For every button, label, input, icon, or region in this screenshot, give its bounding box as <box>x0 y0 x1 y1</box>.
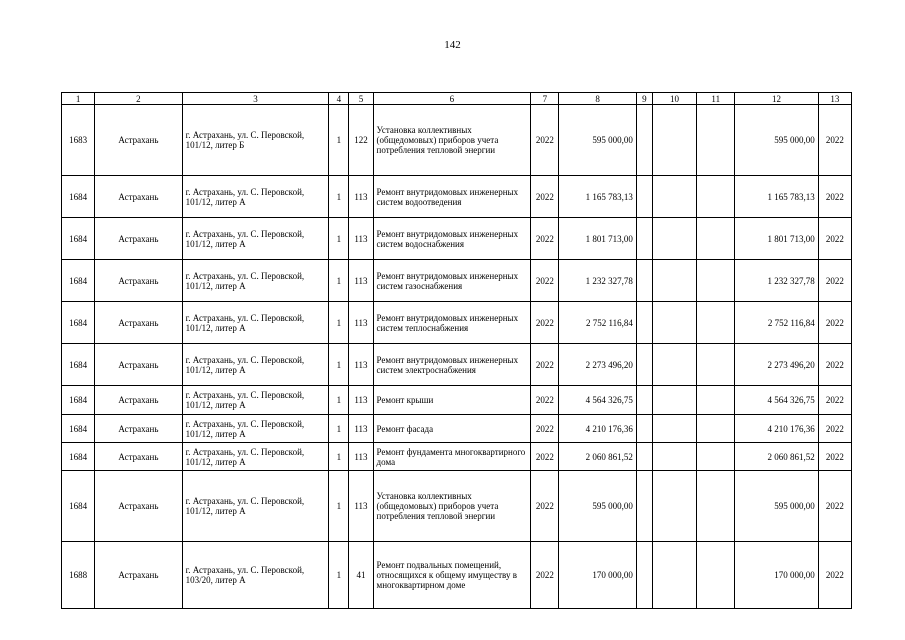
column-number: 4 <box>329 93 349 105</box>
row-number-cell: 1684 <box>62 386 95 415</box>
row-number-cell: 1684 <box>62 218 95 260</box>
work-type-cell: Ремонт фундамента многоквартирного дома <box>373 443 531 471</box>
cost-total-cell: 1 801 713,00 <box>559 218 636 260</box>
funds-local-cell <box>697 443 735 471</box>
funds-regional-cell <box>652 302 696 344</box>
plan-year-start-cell: 2022 <box>531 105 559 176</box>
plan-year-end-cell: 2022 <box>818 344 851 386</box>
building-type-code-cell: 113 <box>349 218 373 260</box>
column-number: 11 <box>697 93 735 105</box>
table-row <box>62 443 852 471</box>
funds-federal-cell <box>636 302 652 344</box>
municipality-cell: Астрахань <box>95 386 182 415</box>
column-number: 10 <box>652 93 696 105</box>
table-row <box>62 105 852 176</box>
plan-year-end-cell: 2022 <box>818 176 851 218</box>
column-number: 12 <box>735 93 818 105</box>
address-cell: г. Астрахань, ул. С. Перовской, 101/12, литер А <box>182 471 329 542</box>
funds-federal-cell <box>636 260 652 302</box>
funds-local-cell <box>697 105 735 176</box>
column-number: 5 <box>349 93 373 105</box>
building-type-code-cell: 41 <box>349 542 373 609</box>
work-type-cell: Ремонт внутридомовых инженерных систем водоотведения <box>373 176 531 218</box>
funds-federal-cell <box>636 471 652 542</box>
column-number: 7 <box>531 93 559 105</box>
building-type-code-cell: 113 <box>349 302 373 344</box>
cost-total-cell: 595 000,00 <box>559 105 636 176</box>
column-number: 9 <box>636 93 652 105</box>
funds-local-cell <box>697 471 735 542</box>
plan-year-start-cell: 2022 <box>531 176 559 218</box>
funds-local-cell <box>697 302 735 344</box>
plan-year-end-cell: 2022 <box>818 542 851 609</box>
funds-owners-cell: 2 752 116,84 <box>735 302 818 344</box>
priority-cell: 1 <box>329 443 349 471</box>
priority-cell: 1 <box>329 415 349 443</box>
row-number-cell: 1684 <box>62 471 95 542</box>
funds-regional-cell <box>652 260 696 302</box>
address-cell: г. Астрахань, ул. С. Перовской, 101/12, литер А <box>182 302 329 344</box>
plan-year-end-cell: 2022 <box>818 415 851 443</box>
plan-year-end-cell: 2022 <box>818 105 851 176</box>
row-number-cell: 1684 <box>62 443 95 471</box>
table-row <box>62 176 852 218</box>
priority-cell: 1 <box>329 218 349 260</box>
funds-owners-cell: 170 000,00 <box>735 542 818 609</box>
table-row <box>62 415 852 443</box>
work-type-cell: Ремонт фасада <box>373 415 531 443</box>
column-number: 6 <box>373 93 531 105</box>
funds-regional-cell <box>652 218 696 260</box>
plan-year-end-cell: 2022 <box>818 471 851 542</box>
municipality-cell: Астрахань <box>95 415 182 443</box>
plan-year-start-cell: 2022 <box>531 471 559 542</box>
funds-local-cell <box>697 415 735 443</box>
table-row <box>62 302 852 344</box>
plan-year-end-cell: 2022 <box>818 260 851 302</box>
funds-regional-cell <box>652 176 696 218</box>
cost-total-cell: 170 000,00 <box>559 542 636 609</box>
funds-federal-cell <box>636 443 652 471</box>
cost-total-cell: 2 060 861,52 <box>559 443 636 471</box>
priority-cell: 1 <box>329 302 349 344</box>
address-cell: г. Астрахань, ул. С. Перовской, 101/12, литер А <box>182 260 329 302</box>
funds-owners-cell: 4 210 176,36 <box>735 415 818 443</box>
municipality-cell: Астрахань <box>95 542 182 609</box>
work-type-cell: Ремонт внутридомовых инженерных систем теплоснабжения <box>373 302 531 344</box>
plan-year-start-cell: 2022 <box>531 443 559 471</box>
funds-federal-cell <box>636 542 652 609</box>
funds-local-cell <box>697 218 735 260</box>
funds-federal-cell <box>636 176 652 218</box>
funds-federal-cell <box>636 344 652 386</box>
building-type-code-cell: 113 <box>349 386 373 415</box>
address-cell: г. Астрахань, ул. С. Перовской, 103/20, литер А <box>182 542 329 609</box>
funds-owners-cell: 2 273 496,20 <box>735 344 818 386</box>
plan-year-start-cell: 2022 <box>531 542 559 609</box>
table-row <box>62 386 852 415</box>
row-number-cell: 1684 <box>62 176 95 218</box>
priority-cell: 1 <box>329 471 349 542</box>
funds-local-cell <box>697 386 735 415</box>
building-type-code-cell: 113 <box>349 344 373 386</box>
funds-owners-cell: 595 000,00 <box>735 105 818 176</box>
cost-total-cell: 4 210 176,36 <box>559 415 636 443</box>
funds-owners-cell: 4 564 326,75 <box>735 386 818 415</box>
priority-cell: 1 <box>329 105 349 176</box>
program-table <box>61 92 852 609</box>
funds-federal-cell <box>636 415 652 443</box>
cost-total-cell: 4 564 326,75 <box>559 386 636 415</box>
column-number: 1 <box>62 93 95 105</box>
funds-local-cell <box>697 260 735 302</box>
funds-federal-cell <box>636 386 652 415</box>
municipality-cell: Астрахань <box>95 260 182 302</box>
priority-cell: 1 <box>329 542 349 609</box>
priority-cell: 1 <box>329 344 349 386</box>
address-cell: г. Астрахань, ул. С. Перовской, 101/12, литер А <box>182 218 329 260</box>
funds-regional-cell <box>652 471 696 542</box>
cost-total-cell: 2 752 116,84 <box>559 302 636 344</box>
table-row <box>62 471 852 542</box>
municipality-cell: Астрахань <box>95 105 182 176</box>
building-type-code-cell: 113 <box>349 471 373 542</box>
funds-local-cell <box>697 344 735 386</box>
plan-year-end-cell: 2022 <box>818 443 851 471</box>
funds-regional-cell <box>652 344 696 386</box>
row-number-cell: 1684 <box>62 260 95 302</box>
cost-total-cell: 2 273 496,20 <box>559 344 636 386</box>
municipality-cell: Астрахань <box>95 302 182 344</box>
cost-total-cell: 595 000,00 <box>559 471 636 542</box>
work-type-cell: Установка коллективных (общедомовых) приборов учета потребления тепловой энергии <box>373 471 531 542</box>
address-cell: г. Астрахань, ул. С. Перовской, 101/12, литер А <box>182 415 329 443</box>
plan-year-start-cell: 2022 <box>531 344 559 386</box>
row-number-cell: 1683 <box>62 105 95 176</box>
building-type-code-cell: 113 <box>349 415 373 443</box>
column-number: 2 <box>95 93 182 105</box>
column-number: 8 <box>559 93 636 105</box>
municipality-cell: Астрахань <box>95 176 182 218</box>
address-cell: г. Астрахань, ул. С. Перовской, 101/12, литер А <box>182 344 329 386</box>
funds-owners-cell: 1 165 783,13 <box>735 176 818 218</box>
funds-local-cell <box>697 542 735 609</box>
building-type-code-cell: 122 <box>349 105 373 176</box>
funds-owners-cell: 1 232 327,78 <box>735 260 818 302</box>
funds-owners-cell: 2 060 861,52 <box>735 443 818 471</box>
municipality-cell: Астрахань <box>95 218 182 260</box>
priority-cell: 1 <box>329 176 349 218</box>
priority-cell: 1 <box>329 386 349 415</box>
column-number: 3 <box>182 93 329 105</box>
work-type-cell: Ремонт внутридомовых инженерных систем водоснабжения <box>373 218 531 260</box>
row-number-cell: 1684 <box>62 415 95 443</box>
work-type-cell: Ремонт подвальных помещений, относящихся к общему имуществу в многоквартирном доме <box>373 542 531 609</box>
municipality-cell: Астрахань <box>95 344 182 386</box>
row-number-cell: 1688 <box>62 542 95 609</box>
work-type-cell: Ремонт крыши <box>373 386 531 415</box>
funds-owners-cell: 1 801 713,00 <box>735 218 818 260</box>
building-type-code-cell: 113 <box>349 443 373 471</box>
funds-local-cell <box>697 176 735 218</box>
priority-cell: 1 <box>329 260 349 302</box>
funds-regional-cell <box>652 105 696 176</box>
funds-regional-cell <box>652 386 696 415</box>
municipality-cell: Астрахань <box>95 471 182 542</box>
work-type-cell: Ремонт внутридомовых инженерных систем газоснабжения <box>373 260 531 302</box>
table-row <box>62 218 852 260</box>
building-type-code-cell: 113 <box>349 260 373 302</box>
plan-year-end-cell: 2022 <box>818 302 851 344</box>
address-cell: г. Астрахань, ул. С. Перовской, 101/12, литер Б <box>182 105 329 176</box>
address-cell: г. Астрахань, ул. С. Перовской, 101/12, литер А <box>182 443 329 471</box>
address-cell: г. Астрахань, ул. С. Перовской, 101/12, литер А <box>182 386 329 415</box>
funds-federal-cell <box>636 218 652 260</box>
plan-year-start-cell: 2022 <box>531 218 559 260</box>
municipality-cell: Астрахань <box>95 443 182 471</box>
cost-total-cell: 1 232 327,78 <box>559 260 636 302</box>
funds-federal-cell <box>636 105 652 176</box>
cost-total-cell: 1 165 783,13 <box>559 176 636 218</box>
column-number-row <box>62 93 852 105</box>
column-number: 13 <box>818 93 851 105</box>
plan-year-start-cell: 2022 <box>531 260 559 302</box>
address-cell: г. Астрахань, ул. С. Перовской, 101/12, литер А <box>182 176 329 218</box>
row-number-cell: 1684 <box>62 344 95 386</box>
table-row <box>62 344 852 386</box>
plan-year-start-cell: 2022 <box>531 302 559 344</box>
plan-year-end-cell: 2022 <box>818 218 851 260</box>
funds-regional-cell <box>652 415 696 443</box>
page-number: 142 <box>444 39 461 51</box>
funds-owners-cell: 595 000,00 <box>735 471 818 542</box>
plan-year-start-cell: 2022 <box>531 386 559 415</box>
building-type-code-cell: 113 <box>349 176 373 218</box>
table-row <box>62 542 852 609</box>
work-type-cell: Установка коллективных (общедомовых) приборов учета потребления тепловой энергии <box>373 105 531 176</box>
funds-regional-cell <box>652 542 696 609</box>
plan-year-start-cell: 2022 <box>531 415 559 443</box>
plan-year-end-cell: 2022 <box>818 386 851 415</box>
row-number-cell: 1684 <box>62 302 95 344</box>
work-type-cell: Ремонт внутридомовых инженерных систем электроснабжения <box>373 344 531 386</box>
table-row <box>62 260 852 302</box>
funds-regional-cell <box>652 443 696 471</box>
